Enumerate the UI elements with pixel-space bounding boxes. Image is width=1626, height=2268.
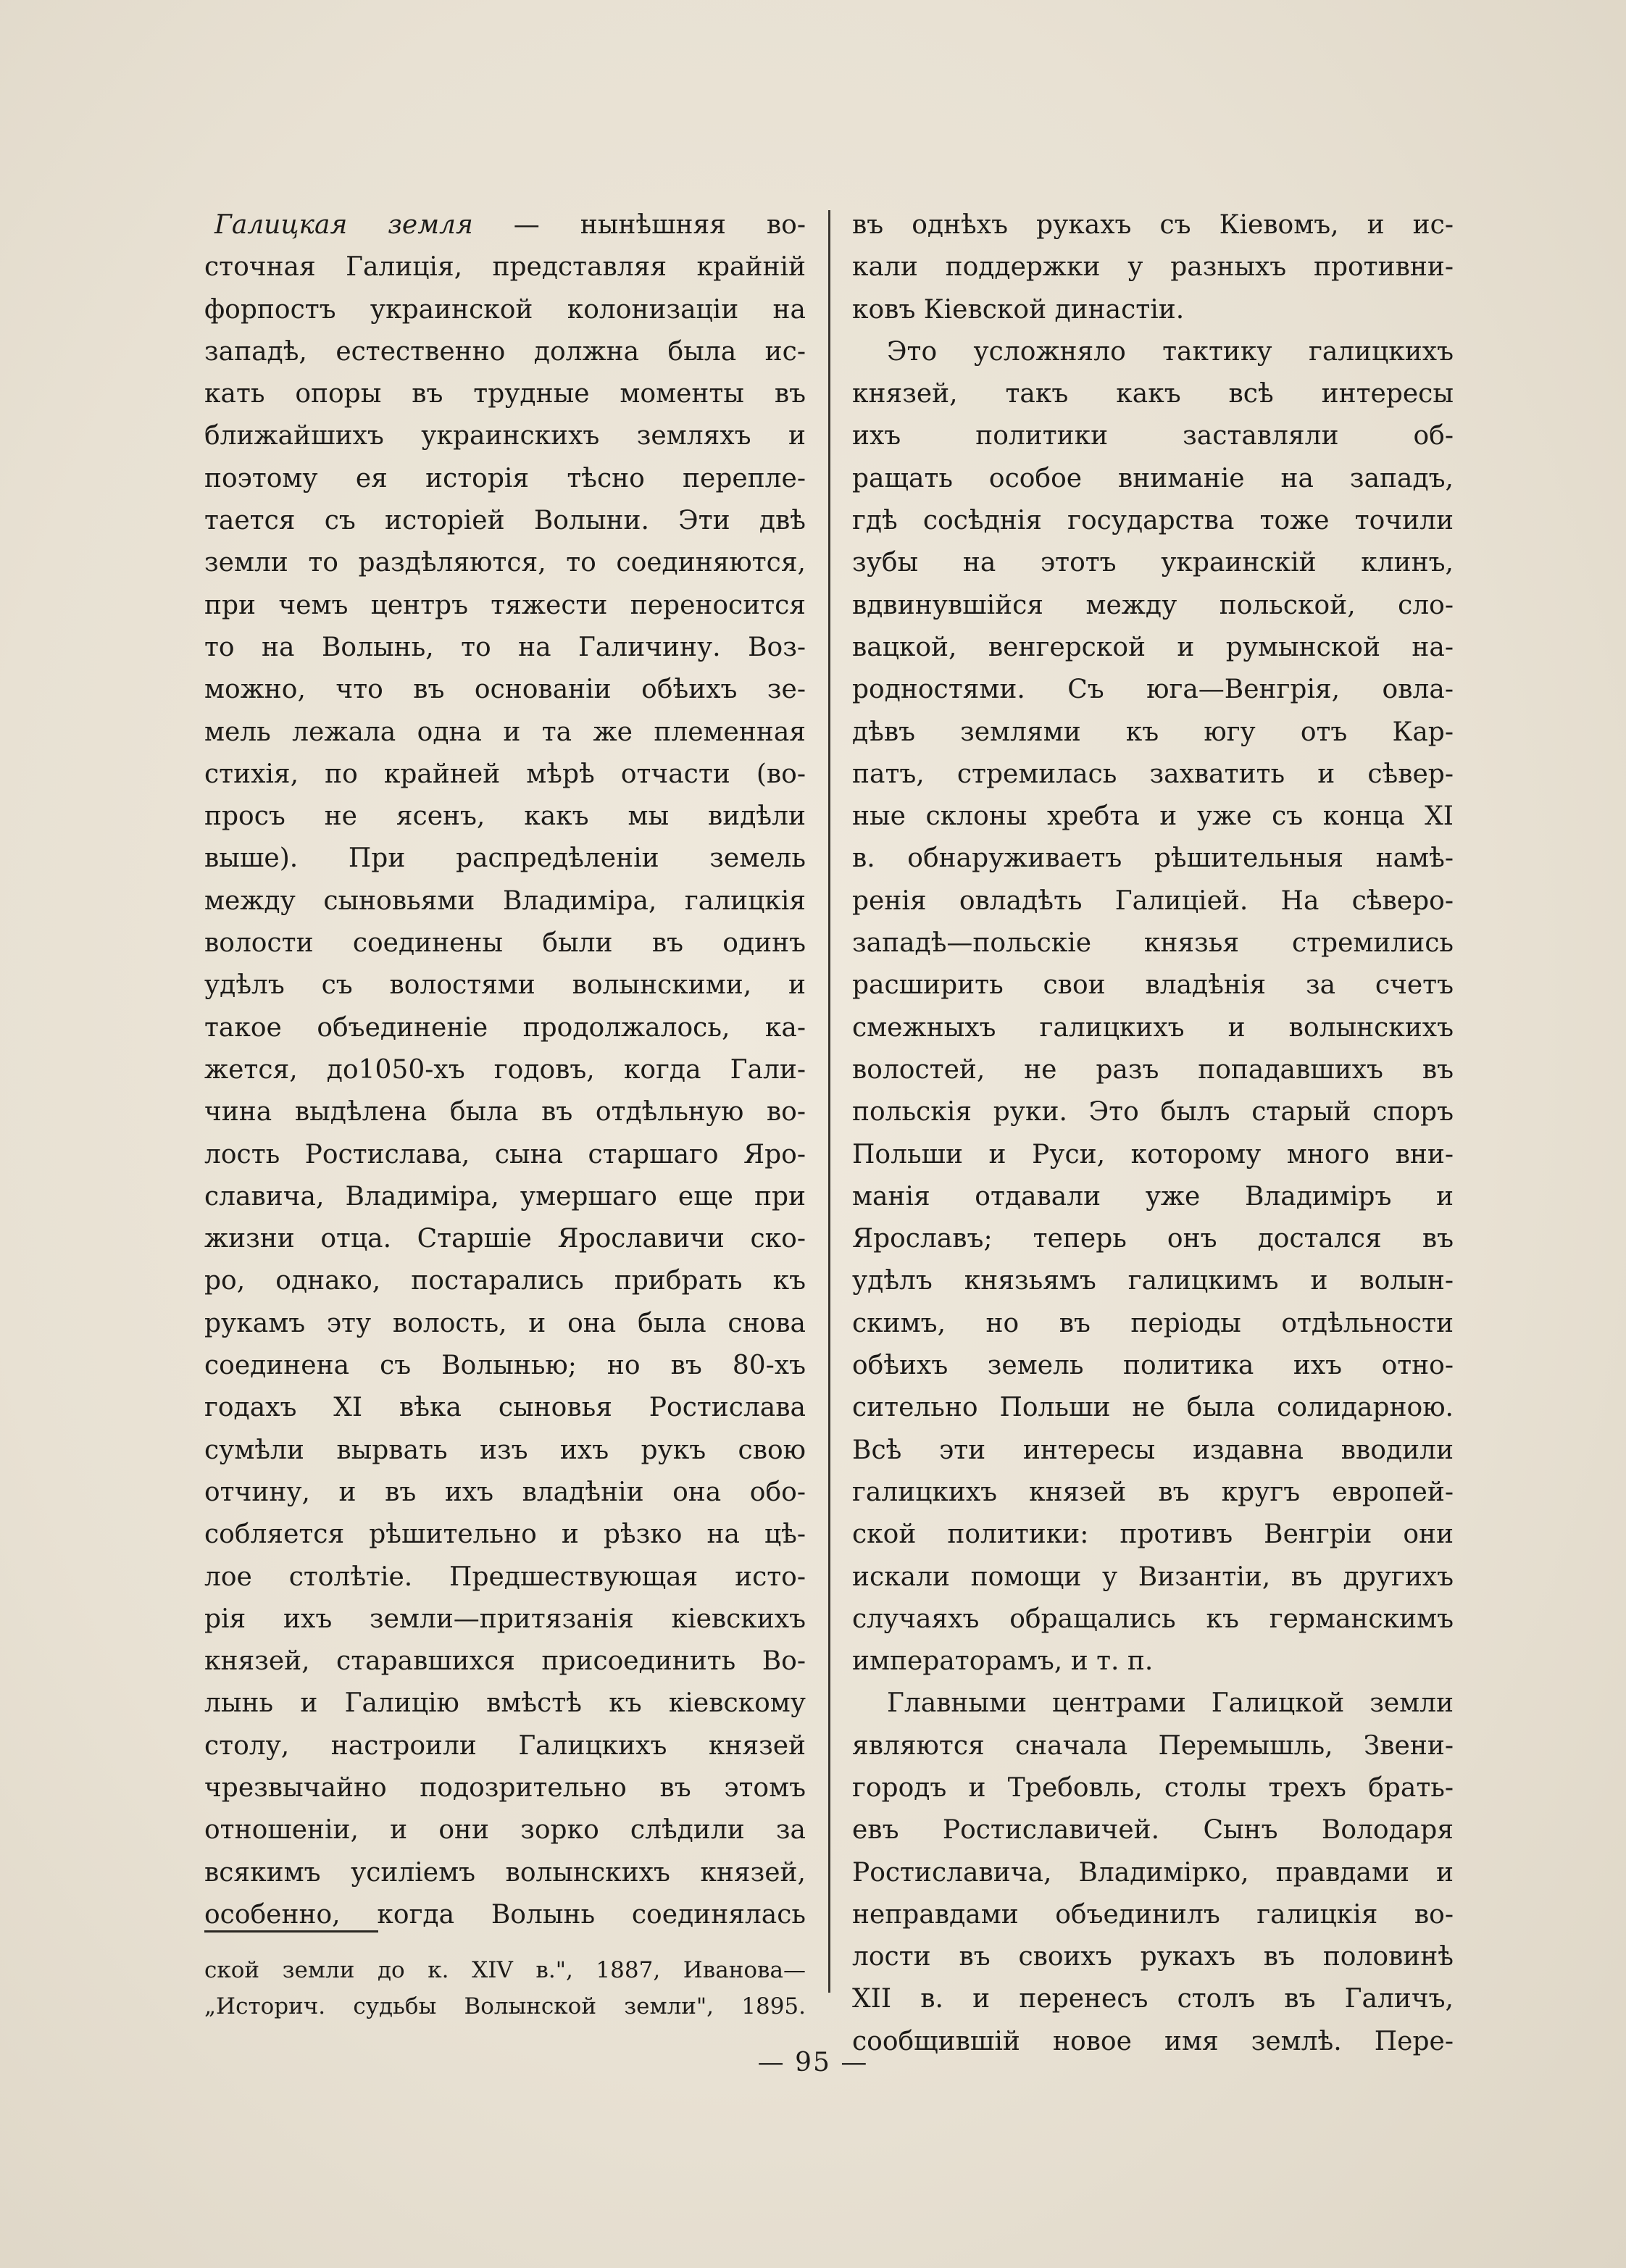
text-line: форпостъ украинской колонизаціи на (204, 294, 806, 325)
left-column (204, 204, 806, 1936)
text-line: расширить свои владѣнія за счетъ (852, 970, 1454, 1001)
text-line: галицкихъ князей въ кругъ европей- (852, 1477, 1454, 1507)
text-line: скимъ, но въ періоды отдѣльности (852, 1308, 1454, 1338)
text-line: сительно Польши не была солидарною. (852, 1393, 1454, 1423)
text-line: то на Волынь, то на Галичину. Воз- (204, 632, 806, 662)
footnote-line: ской земли до к. XIV в.", 1887, Иванова— (204, 1957, 806, 1983)
text-line: западѣ, естественно должна была ис- (204, 336, 806, 367)
text-line: просъ не ясенъ, какъ мы видѣли (204, 801, 806, 832)
text-line: между сыновьями Владиміра, галицкія (204, 885, 806, 916)
text-line: патъ, стремилась захватить и сѣвер- (852, 759, 1454, 789)
text-line: удѣлъ съ волостями волынскими, и (204, 970, 806, 1001)
text-line: стихія, по крайней мѣрѣ отчасти (во- (204, 759, 806, 789)
text-line: евъ Ростиславичей. Сынъ Володаря (852, 1815, 1454, 1846)
text-line: земли то раздѣляются, то соединяются, (204, 548, 806, 578)
text-line: рія ихъ земли—притязанія кіевскихъ (204, 1604, 806, 1634)
text-line: случаяхъ обращались къ германскимъ (852, 1604, 1454, 1634)
text-line: сообщившій новое имя землѣ. Пере- (852, 2026, 1454, 2056)
text-line: можно, что въ основаніи обѣихъ зе- (204, 675, 806, 705)
text-line: вдвинувшійся между польской, сло- (852, 590, 1454, 620)
footnote-line: „Историч. судьбы Волынской земли", 1895. (204, 1993, 806, 2019)
text-line: Польши и Руси, которому много вни- (852, 1139, 1454, 1170)
text-line: отношеніи, и они зорко слѣдили за (204, 1815, 806, 1846)
text-line: чрезвычайно подозрительно въ этомъ (204, 1772, 806, 1803)
right-column (852, 204, 1454, 2063)
text-line: всякимъ усиліемъ волынскихъ князей, (204, 1857, 806, 1888)
text-line: Ростиславича, Владимірко, правдами и (852, 1857, 1454, 1888)
text-line: поэтому ея исторія тѣсно перепле- (204, 463, 806, 493)
text-line: кать опоры въ трудные моменты въ (204, 379, 806, 409)
text-line: удѣлъ князьямъ галицкимъ и волын- (852, 1266, 1454, 1296)
line-text: — нынѣшняя во- (472, 210, 806, 240)
text-line: тается съ исторіей Волыни. Эти двѣ (204, 506, 806, 536)
text-line: ской политики: противъ Венгріи они (852, 1519, 1454, 1550)
text-line: лынь и Галицію вмѣстѣ къ кіевскому (204, 1688, 806, 1719)
italic-term: Галицкая земля (214, 210, 473, 240)
text-line: славича, Владиміра, умершаго еще при (204, 1181, 806, 1212)
text-line: князей, старавшихся присоединить Во- (204, 1646, 806, 1677)
text-line: ихъ политики заставляли об- (852, 421, 1454, 451)
text-line: XII в. и перенесъ столъ въ Галичъ, (852, 1984, 1454, 2014)
text-line: ращать особое вниманіе на западъ, (852, 463, 1454, 493)
text-line: сточная Галиція, представляя крайній (204, 252, 806, 283)
text-line: при чемъ центръ тяжести переносится (204, 590, 806, 620)
text-line: отчину, и въ ихъ владѣніи она обо- (204, 1477, 806, 1507)
footnote-rule (204, 1930, 378, 1933)
text-line: императорамъ, и т. п. (852, 1646, 1154, 1677)
text-line: вацкой, венгерской и румынской на- (852, 632, 1454, 662)
text-line: соединена съ Волынью; но въ 80-хъ (204, 1351, 806, 1381)
text-line: неправдами объединилъ галицкія во- (852, 1899, 1454, 1930)
text-line: такое объединеніе продолжалось, ка- (204, 1012, 806, 1043)
footnote (204, 1952, 806, 2025)
text-line: волости соединены были въ одинъ (204, 928, 806, 959)
text-line: волостей, не разъ попадавшихъ въ (852, 1054, 1454, 1085)
text-line: манія отдавали уже Владиміръ и (852, 1181, 1454, 1212)
text-line: дѣвъ землями къ югу отъ Кар- (852, 717, 1454, 747)
text-line: обѣихъ земель политика ихъ отно- (852, 1351, 1454, 1381)
text-line: собляется рѣшительно и рѣзко на цѣ- (204, 1519, 806, 1550)
text-line: жизни отца. Старшіе Ярославичи ско- (204, 1224, 806, 1254)
text-line: гдѣ сосѣднія государства тоже точили (852, 506, 1454, 536)
text-line (204, 204, 806, 246)
text-line: ближайшихъ украинскихъ земляхъ и (204, 421, 806, 451)
text-line: Всѣ эти интересы издавна вводили (852, 1435, 1454, 1465)
text-line: городъ и Требовль, столы трехъ брать- (852, 1772, 1454, 1803)
column-divider (828, 210, 830, 1993)
text-line: выше). При распредѣленіи земель (204, 843, 806, 874)
text-line: особенно, когда Волынь соединялась (204, 1899, 806, 1930)
text-line: мель лежала одна и та же племенная (204, 717, 806, 747)
text-line: лое столѣтіе. Предшествующая исто- (204, 1562, 806, 1592)
text-line: жется, до1050-хъ годовъ, когда Гали- (204, 1054, 806, 1085)
text-line: ренія овладѣть Галиціей. На сѣверо- (852, 885, 1454, 916)
text-line: ковъ Кіевской династіи. (852, 294, 1185, 325)
text-line: родностями. Съ юга—Венгрія, овла- (852, 675, 1454, 705)
text-line: кали поддержки у разныхъ противни- (852, 252, 1454, 283)
text-line: западѣ—польскіе князья стремились (852, 928, 1454, 959)
text-line: ро, однако, постарались прибрать къ (204, 1266, 806, 1296)
text-line: сумѣли вырвать изъ ихъ рукъ свою (204, 1435, 806, 1465)
text-line: рукамъ эту волость, и она была снова (204, 1308, 806, 1338)
text-line: лости въ своихъ рукахъ въ половинѣ (852, 1942, 1454, 1972)
text-line: въ однѣхъ рукахъ съ Кіевомъ, и ис- (852, 210, 1454, 240)
text-line: князей, такъ какъ всѣ интересы (852, 379, 1454, 409)
text-line: польскія руки. Это былъ старый споръ (852, 1097, 1454, 1127)
text-line: Главными центрами Галицкой земли (887, 1688, 1454, 1719)
text-line: зубы на этотъ украинскій клинъ, (852, 548, 1454, 578)
text-line: ные склоны хребта и уже съ конца XI (852, 801, 1454, 832)
text-line: являются сначала Перемышль, Звени- (852, 1730, 1454, 1761)
text-line: смежныхъ галицкихъ и волынскихъ (852, 1012, 1454, 1043)
text-line: лость Ростислава, сына старшаго Яро- (204, 1139, 806, 1170)
page-number: — 95 — (757, 2048, 869, 2077)
text-line: в. обнаруживаетъ рѣшительныя намѣ- (852, 843, 1454, 874)
text-line: искали помощи у Византіи, въ другихъ (852, 1562, 1454, 1592)
text-line: столу, настроили Галицкихъ князей (204, 1730, 806, 1761)
text-line: Ярославъ; теперь онъ достался въ (852, 1224, 1454, 1254)
text-line: годахъ XI вѣка сыновья Ростислава (204, 1393, 806, 1423)
text-line: Это усложняло тактику галицкихъ (887, 336, 1454, 367)
text-line: чина выдѣлена была въ отдѣльную во- (204, 1097, 806, 1127)
